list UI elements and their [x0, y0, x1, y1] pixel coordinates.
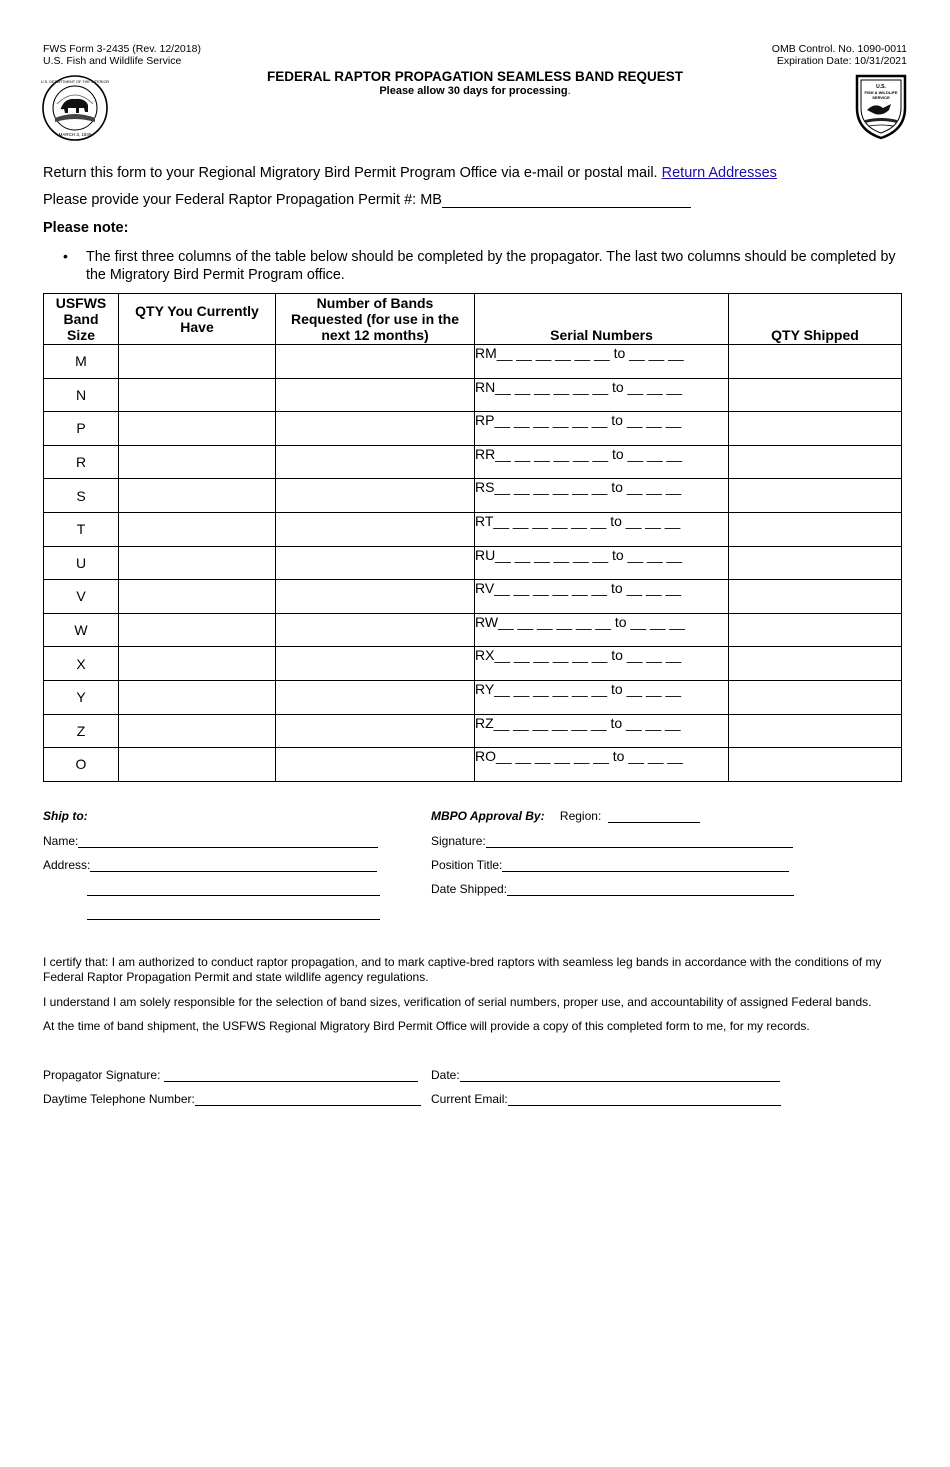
table-row	[44, 512, 902, 546]
bands-requested-cell[interactable]	[276, 479, 475, 513]
serial-to: to	[610, 512, 622, 529]
email-field[interactable]	[508, 1092, 781, 1106]
bands-requested-cell[interactable]	[276, 714, 475, 748]
band-size-cell: X	[44, 647, 119, 681]
qty-shipped-cell[interactable]	[729, 748, 902, 782]
col-header-serial-numbers: Serial Numbers	[475, 294, 729, 345]
qty-have-cell[interactable]	[119, 647, 276, 681]
svg-text:MARCH 3, 1849: MARCH 3, 1849	[58, 132, 92, 137]
band-size-cell: T	[44, 512, 119, 546]
band-size-cell: Z	[44, 714, 119, 748]
serial-prefix: RW	[475, 613, 499, 630]
qty-have-cell[interactable]	[119, 714, 276, 748]
bands-requested-cell[interactable]	[276, 647, 475, 681]
serial-prefix: RS	[475, 479, 495, 496]
serial-end-blanks: __ __ __	[626, 647, 682, 664]
band-size-cell: W	[44, 613, 119, 647]
band-size-cell: U	[44, 546, 119, 580]
permit-number-field[interactable]	[442, 192, 691, 208]
serial-blanks: __ __ __ __ __ __	[496, 345, 610, 361]
serial-end-blanks: __ __ __	[626, 412, 682, 429]
serial-end-blanks: __ __ __	[627, 378, 683, 395]
doi-seal-icon	[41, 74, 109, 142]
serial-number-cell[interactable]	[475, 412, 729, 446]
table-row	[44, 345, 902, 379]
serial-blanks: __ __ __ __ __ __	[496, 748, 609, 765]
serial-prefix: RO	[475, 748, 496, 765]
serial-number-cell[interactable]	[475, 378, 729, 412]
serial-to: to	[611, 479, 623, 496]
qty-shipped-cell[interactable]	[729, 714, 902, 748]
band-request-table	[43, 293, 902, 782]
note-text: The first three columns of the table below should be completed by the propagator. The last two columns should be completed by the Migratory Bird Permit Program office.	[86, 249, 896, 283]
bands-requested-cell[interactable]	[276, 512, 475, 546]
serial-blanks: __ __ __ __ __ __	[494, 479, 608, 496]
serial-blanks: __ __ __ __ __ __	[494, 580, 608, 597]
band-size-cell: N	[44, 378, 119, 412]
qty-shipped-cell[interactable]	[729, 412, 902, 446]
qty-have-cell[interactable]	[119, 378, 276, 412]
qty-have-cell[interactable]	[119, 479, 276, 513]
form-title: FEDERAL RAPTOR PROPAGATION SEAMLESS BAND REQUEST	[266, 69, 684, 84]
mbpo-approval-heading: MBPO Approval By:	[431, 809, 545, 823]
qty-have-cell[interactable]	[119, 512, 276, 546]
bullet-icon: •	[63, 248, 68, 264]
approval-signature-field[interactable]	[486, 834, 793, 848]
table-row	[44, 412, 902, 446]
serial-end-blanks: __ __ __	[626, 479, 682, 496]
table-row	[44, 479, 902, 513]
serial-end-blanks: __ __ __	[629, 345, 684, 361]
band-size-cell: P	[44, 412, 119, 446]
qty-shipped-cell[interactable]	[729, 680, 902, 714]
permit-number-label: Please provide your Federal Raptor Propagation Permit #: MB	[43, 192, 442, 208]
permit-number-row	[43, 192, 691, 208]
serial-number-cell[interactable]	[475, 512, 729, 546]
serial-blanks: __ __ __ __ __ __	[495, 445, 609, 462]
qty-have-cell[interactable]	[119, 412, 276, 446]
approval-signature-row: Signature:	[431, 834, 793, 848]
serial-blanks: __ __ __ __ __ __	[494, 680, 608, 697]
serial-to: to	[612, 546, 624, 563]
serial-prefix: RZ	[475, 714, 494, 731]
band-size-cell: S	[44, 479, 119, 513]
serial-to: to	[611, 412, 623, 429]
ship-to-heading: Ship to:	[43, 809, 88, 823]
form-number: FWS Form 3-2435 (Rev. 12/2018)	[43, 43, 201, 55]
date-row: Date:	[431, 1068, 780, 1082]
agency-name: U.S. Fish and Wildlife Service	[43, 55, 182, 67]
approval-row	[431, 809, 700, 823]
ship-address-field-3[interactable]	[87, 906, 380, 920]
serial-number-cell[interactable]	[475, 647, 729, 681]
serial-number-cell[interactable]	[475, 580, 729, 614]
propagator-signature-field[interactable]	[164, 1068, 418, 1082]
qty-have-cell[interactable]	[119, 680, 276, 714]
bands-requested-cell[interactable]	[276, 412, 475, 446]
serial-number-cell[interactable]	[475, 680, 729, 714]
ship-address-row: Address:	[43, 858, 377, 872]
serial-end-blanks: __ __ __	[630, 613, 685, 630]
serial-to: to	[610, 580, 623, 597]
date-field[interactable]	[460, 1068, 780, 1082]
phone-row: Daytime Telephone Number:	[43, 1092, 421, 1106]
date-shipped-field[interactable]	[507, 882, 794, 896]
position-title-row: Position Title:	[431, 858, 789, 872]
serial-to: to	[613, 345, 626, 361]
qty-have-cell[interactable]	[119, 748, 276, 782]
band-size-cell: M	[44, 345, 119, 379]
serial-to: to	[610, 680, 623, 697]
table-row	[44, 445, 902, 479]
svg-text:U.S.: U.S.	[876, 84, 886, 90]
table-row	[44, 647, 902, 681]
serial-prefix: RR	[475, 445, 496, 462]
serial-prefix: RU	[475, 546, 496, 563]
serial-prefix: RM	[475, 345, 497, 361]
serial-to: to	[614, 613, 627, 630]
table-row	[44, 748, 902, 782]
serial-end-blanks: __ __ __	[626, 714, 681, 731]
qty-shipped-cell[interactable]	[729, 512, 902, 546]
serial-end-blanks: __ __ __	[626, 680, 682, 697]
qty-shipped-cell[interactable]	[729, 613, 902, 647]
serial-prefix: RX	[475, 647, 495, 664]
serial-end-blanks: __ __ __	[627, 445, 683, 462]
region-field[interactable]	[608, 809, 700, 823]
bands-requested-cell[interactable]	[276, 613, 475, 647]
omb-number: OMB Control. No. 1090-0011	[771, 43, 907, 55]
serial-number-cell[interactable]	[475, 546, 729, 580]
propagator-signature-row: Propagator Signature:	[43, 1068, 418, 1082]
bands-requested-cell[interactable]	[276, 580, 475, 614]
expiration-date: Expiration Date: 10/31/2021	[776, 55, 907, 67]
ship-name-row: Name:	[43, 834, 378, 848]
svg-text:SERVICE: SERVICE	[872, 95, 890, 100]
table-row	[44, 546, 902, 580]
serial-blanks: __ __ __ __ __ __	[498, 613, 611, 630]
serial-to: to	[612, 445, 624, 462]
position-title-field[interactable]	[502, 858, 789, 872]
serial-blanks: __ __ __ __ __ __	[495, 378, 609, 395]
serial-number-cell[interactable]	[475, 714, 729, 748]
table-row	[44, 714, 902, 748]
form-subtitle: Please allow 30 days for processing.	[379, 85, 571, 97]
serial-number-cell[interactable]	[475, 345, 729, 379]
serial-prefix: RT	[475, 512, 494, 529]
qty-shipped-cell[interactable]	[729, 546, 902, 580]
serial-blanks: __ __ __ __ __ __	[495, 546, 609, 563]
serial-to: to	[612, 378, 624, 395]
serial-end-blanks: __ __ __	[626, 580, 682, 597]
bands-requested-cell[interactable]	[276, 546, 475, 580]
table-row	[44, 580, 902, 614]
table-row	[44, 378, 902, 412]
qty-have-cell[interactable]	[119, 445, 276, 479]
records-paragraph: At the time of band shipment, the USFWS Regional Migratory Bird Permit Office will provide a copy of this completed form to me, for my records.	[43, 1019, 810, 1033]
fws-shield-icon	[853, 70, 909, 140]
serial-blanks: __ __ __ __ __ __	[494, 647, 608, 664]
email-row: Current Email:	[431, 1092, 781, 1106]
serial-blanks: __ __ __ __ __ __	[493, 512, 607, 529]
col-header-qty-have: QTY You Currently Have	[119, 294, 276, 345]
bands-requested-cell[interactable]	[276, 680, 475, 714]
qty-have-cell[interactable]	[119, 546, 276, 580]
please-note-heading: Please note:	[43, 220, 129, 236]
serial-end-blanks: __ __ __	[625, 512, 681, 529]
serial-end-blanks: __ __ __	[627, 546, 683, 563]
serial-number-cell[interactable]	[475, 479, 729, 513]
responsibility-paragraph: I understand I am solely responsible for the selection of band sizes, verification of serial numbers, proper use, and accountability of assigned Federal bands.	[43, 995, 872, 1009]
serial-prefix: RN	[475, 378, 496, 395]
table-row	[44, 613, 902, 647]
bands-requested-cell[interactable]	[276, 378, 475, 412]
qty-shipped-cell[interactable]	[729, 647, 902, 681]
region-label: Region:	[559, 809, 602, 823]
col-header-bands-requested: Number of Bands Requested (for use in the next 12 months)	[276, 294, 475, 345]
band-size-cell: Y	[44, 680, 119, 714]
col-header-qty-shipped: QTY Shipped	[729, 294, 902, 345]
qty-shipped-cell[interactable]	[729, 479, 902, 513]
qty-have-cell[interactable]	[119, 345, 276, 379]
serial-number-cell[interactable]	[475, 445, 729, 479]
table-header-row	[44, 294, 902, 345]
bands-requested-cell[interactable]	[276, 445, 475, 479]
band-size-cell: R	[44, 445, 119, 479]
serial-to: to	[611, 647, 623, 664]
svg-text:FISH & WILDLIFE: FISH & WILDLIFE	[864, 90, 898, 95]
bands-requested-cell[interactable]	[276, 345, 475, 379]
band-size-cell: O	[44, 748, 119, 782]
serial-to: to	[610, 714, 623, 731]
serial-blanks: __ __ __ __ __ __	[494, 412, 608, 429]
col-header-band-size: USFWS Band Size	[44, 294, 119, 345]
ship-address-field-1[interactable]	[90, 858, 377, 872]
qty-shipped-cell[interactable]	[729, 445, 902, 479]
qty-shipped-cell[interactable]	[729, 580, 902, 614]
serial-prefix: RV	[475, 580, 495, 597]
certify-paragraph: I certify that: I am authorized to conduct raptor propagation, and to mark captive-bred raptors with seamless leg bands in accordance with the conditions of my Federal Raptor Propagation Permit and state wildlife agency regulations.	[43, 955, 882, 984]
serial-number-cell[interactable]	[475, 613, 729, 647]
qty-have-cell[interactable]	[119, 580, 276, 614]
table-row	[44, 680, 902, 714]
serial-to: to	[612, 748, 625, 765]
phone-field[interactable]	[195, 1092, 421, 1106]
ship-name-field[interactable]	[78, 834, 378, 848]
return-addresses-link[interactable]: Return Addresses	[661, 165, 777, 181]
bands-requested-cell[interactable]	[276, 748, 475, 782]
svg-text:U.S. DEPARTMENT OF THE INTERIO: U.S. DEPARTMENT OF THE INTERIOR	[41, 80, 109, 84]
ship-address-field-2[interactable]	[87, 882, 380, 896]
serial-blanks: __ __ __ __ __ __	[493, 714, 607, 731]
serial-number-cell[interactable]	[475, 748, 729, 782]
qty-shipped-cell[interactable]	[729, 345, 902, 379]
date-shipped-row: Date Shipped:	[431, 882, 794, 896]
qty-shipped-cell[interactable]	[729, 378, 902, 412]
return-instructions: Return this form to your Regional Migratory Bird Permit Program Office via e-mail or postal mail. Return Addresses	[43, 165, 777, 181]
band-size-cell: V	[44, 580, 119, 614]
serial-prefix: RP	[475, 412, 495, 429]
serial-prefix: RY	[475, 680, 495, 697]
serial-end-blanks: __ __ __	[628, 748, 683, 765]
qty-have-cell[interactable]	[119, 613, 276, 647]
